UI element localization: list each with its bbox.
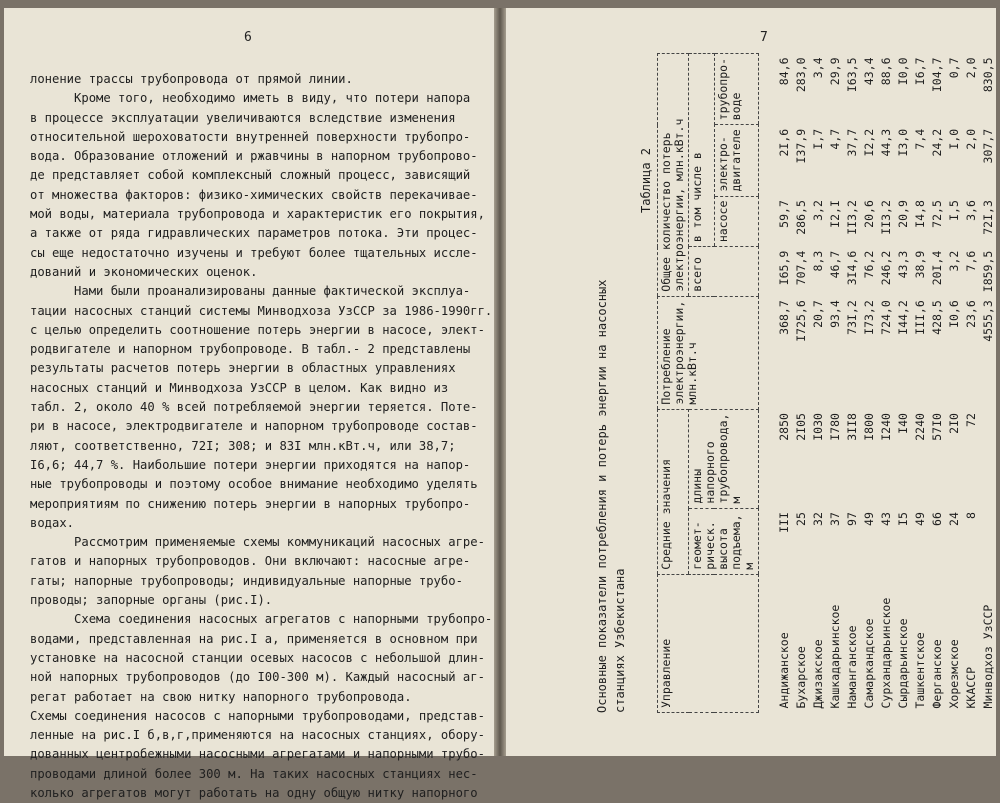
header-pump: насосе [714, 196, 758, 247]
table-row [861, 54, 878, 713]
cell-pipe: 84,6 [777, 57, 791, 86]
cell-consumption: 23,6 [964, 300, 978, 328]
text-line: от множества факторов: физико-химических свойств перекачивае- [30, 187, 478, 202]
book-gutter [494, 8, 506, 756]
cell-total: 43,3 [896, 250, 910, 279]
cell-consumption: I0,6 [947, 300, 961, 328]
cell-pump: I4,8 [913, 200, 927, 228]
text-line: родвигателе и напорном трубопроводе. В табл.- 2 представлены [30, 342, 471, 357]
text-line: относительной шероховатости внутренней поверхности трубопро- [30, 129, 471, 144]
text-line: мероприятиям по снижению потерь энергии в напорных трубопро- [30, 496, 471, 511]
cell-pipe: I6,7 [913, 57, 927, 86]
text-line: насосных станций и Минводхоза УзССР в целом. Как видно из [30, 380, 449, 395]
cell-consumption: 93,4 [828, 300, 842, 328]
text-line: дованных центробежными насосными агрегатами и напорными трубо- [30, 747, 485, 762]
cell-total: 38,9 [913, 250, 927, 279]
cell-height: 32 [811, 512, 825, 526]
text-line: лонение трассы трубопровода от прямой линии. [30, 72, 353, 86]
text-line: тации насосных станций системы Минводхоза УзССР за 1986-1990гг. [30, 303, 493, 318]
text-line: ной напорных трубопроводов (до I00-300 м). Каждый насосный аг- [30, 670, 485, 685]
cell-name: Минводхоз УзССР [981, 604, 995, 709]
left-page-text [30, 70, 493, 803]
cell-pipe: I63,5 [845, 57, 859, 93]
cell-pipe: 43,4 [862, 57, 876, 86]
cell-pump: 286,5 [794, 200, 808, 235]
text-line: в процессе эксплуатации увеличиваются вследствие изменения [30, 110, 456, 125]
cell-consumption: 73I,2 [845, 300, 859, 335]
header-management: Управление [658, 574, 759, 712]
cell-name: Кашкадарьинское [828, 604, 842, 709]
table-body [759, 54, 998, 713]
cell-name: Бухарское [794, 646, 808, 709]
cell-height: 97 [845, 512, 859, 526]
cell-pump: 3,6 [964, 200, 978, 221]
cell-pump: 20,6 [862, 200, 876, 228]
cell-pump: 72,5 [930, 200, 944, 228]
text-line: установке на насосной станции осевых насосов с небольшой длин- [30, 650, 485, 665]
left-page [4, 8, 494, 800]
cell-consumption: 368,7 [777, 300, 791, 335]
cell-height: 37 [828, 512, 842, 526]
text-line: табл. 2, около 40 % всей потребляемой энергии теряется. Поте- [30, 400, 478, 415]
cell-length: 2I05 [794, 413, 808, 441]
text-line: Схема соединения насосных агрегатов с напорными трубопро- [30, 612, 493, 627]
cell-total: 8,3 [811, 250, 825, 272]
cell-consumption: 724,0 [879, 300, 893, 335]
cell-length: 3II8 [845, 413, 859, 441]
text-line: результаты расчетов потерь энергии в областных управлениях [30, 361, 456, 376]
cell-total: 20I,4 [930, 250, 944, 286]
table-row [844, 54, 861, 713]
cell-pump: 3,2 [811, 200, 825, 221]
cell-height: 66 [930, 512, 944, 526]
table-row [963, 54, 980, 713]
cell-pump: II3,2 [845, 200, 859, 235]
cell-length: I240 [879, 413, 893, 441]
text-line: мой воды, материала трубопровода и характеристик его покрытия, [30, 207, 485, 222]
text-line: сы еще недостаточно изучены и требуют более тщательных иссле- [30, 245, 478, 260]
cell-height: 25 [794, 512, 808, 526]
table-row [895, 54, 912, 713]
cell-pump: I,5 [947, 200, 961, 221]
cell-consumption: I725,6 [794, 300, 808, 342]
cell-pipe: 3,4 [811, 57, 825, 79]
cell-motor: 2I,6 [777, 128, 791, 157]
cell-motor: 44,3 [879, 128, 893, 157]
cell-motor: I37,9 [794, 128, 808, 164]
table-row [929, 54, 946, 713]
cell-total: 707,4 [794, 250, 808, 286]
cell-length: 2850 [777, 413, 791, 441]
cell-name: Ферганское [930, 639, 944, 709]
header-pipe-length: длины напорного трубопровода, м [689, 409, 759, 508]
cell-total: 3I4,6 [845, 250, 859, 286]
cell-total: I859,5 [981, 250, 995, 293]
cell-height: I5 [896, 512, 910, 526]
cell-length: 72 [964, 413, 978, 427]
cell-height: 8 [964, 512, 978, 520]
header-motor: электро-двигателе [714, 125, 758, 196]
text-line: ляют, соответственно, 72I; 308; и 83I млн.кВт.ч, или 38,7; [30, 438, 456, 453]
table-title-line-1: Основные показатели потребления и потерь энергии на насосных [595, 279, 609, 713]
cell-total: 46,7 [828, 250, 842, 279]
cell-total: I65,9 [777, 250, 791, 286]
text-line: водах. [30, 515, 75, 530]
table-row [793, 54, 810, 713]
text-line: а также от ряда гидравлических параметров потока. Эти процес- [30, 226, 478, 241]
cell-total: 246,2 [879, 250, 893, 286]
cell-name: Наманганское [845, 625, 859, 709]
text-line: водами, представленная на рис.I а, применяется в основном при [30, 631, 478, 646]
cell-consumption: I44,2 [896, 300, 910, 335]
text-line: ные трубопроводы и поэтому особое внимание необходимо уделять [30, 477, 478, 492]
text-line: ри в насосе, электродвигателе и напорном трубопроводе состав- [30, 419, 478, 434]
rotated-table-block [511, 53, 995, 753]
cell-length: 57I0 [930, 413, 944, 441]
cell-motor: I3,0 [896, 128, 910, 157]
table-title-line-2: станциях Узбекистана [613, 568, 627, 713]
cell-length: I40 [896, 413, 910, 434]
header-incl: в том числе в [689, 54, 715, 247]
energy-losses-table [657, 53, 997, 713]
cell-motor: 307,7 [981, 128, 995, 164]
cell-consumption: 428,5 [930, 300, 944, 335]
cell-motor: I,7 [811, 128, 825, 150]
text-line: Нами были проанализированы данные фактической эксплуа- [30, 284, 471, 299]
cell-pipe: I0,0 [896, 57, 910, 86]
cell-pipe: 2,0 [964, 57, 978, 79]
text-line: гаты; напорные трубопроводы; индивидуальные напорные трубо- [30, 573, 463, 588]
left-page-number: 6 [244, 30, 252, 45]
text-line: гатов и напорных трубопроводов. Они включают: насосные агре- [30, 554, 471, 569]
cell-motor: 4,7 [828, 128, 842, 150]
cell-pipe: 0,7 [947, 57, 961, 79]
cell-length: 2240 [913, 413, 927, 441]
cell-pump: 72I,3 [981, 200, 995, 235]
table-spacer [759, 54, 777, 713]
cell-length: 2I0 [947, 413, 961, 434]
cell-name: Ташкентское [913, 632, 927, 709]
cell-name: Самаркандское [862, 618, 876, 709]
cell-consumption: I73,2 [862, 300, 876, 335]
right-page-number: 7 [760, 30, 768, 45]
cell-name: Джизакское [811, 639, 825, 709]
cell-consumption: III,6 [913, 300, 927, 335]
cell-motor: I,0 [947, 128, 961, 150]
table-row [810, 54, 827, 713]
cell-height: 24 [947, 512, 961, 526]
cell-pipe: 88,6 [879, 57, 893, 86]
cell-motor: 37,7 [845, 128, 859, 157]
cell-pump: I2,I [828, 200, 842, 228]
text-line: регат работает на свою нитку напорного трубопровода. [30, 689, 412, 704]
header-geom-height: геомет-рическ. высота подъема, м [689, 508, 759, 574]
header-total-losses: Общее количество потерь электроэнергии, млн.кВт.ч [658, 54, 689, 297]
right-page [506, 8, 996, 756]
cell-pipe: 830,5 [981, 57, 995, 93]
header-pipeline: трубопро-воде [714, 54, 758, 125]
cell-length: I780 [828, 413, 842, 441]
cell-pump: II3,2 [879, 200, 893, 235]
header-consumption: Потребление электроэнергии, млн.кВт.ч [658, 296, 759, 409]
cell-motor: 2,0 [964, 128, 978, 150]
cell-height: III [777, 512, 791, 533]
header-total: всего [689, 247, 759, 297]
cell-height: 43 [879, 512, 893, 526]
table-row [776, 54, 793, 713]
cell-length [980, 409, 997, 508]
text-line: с целью определить соотношение потерь энергии в насосе, элект- [30, 322, 485, 337]
cell-length: I030 [811, 413, 825, 441]
cell-consumption: 20,7 [811, 300, 825, 328]
table-row [912, 54, 929, 713]
text-line: дований и экономических оценок. [30, 264, 258, 279]
text-line: ленные на рис.I б,в,г,применяются на насосных станциях, обору- [30, 728, 485, 743]
cell-length: I800 [862, 413, 876, 441]
cell-pipe: I04,7 [930, 57, 944, 93]
cell-consumption: 4555,3 [981, 300, 995, 342]
cell-name: Андижанское [777, 632, 791, 709]
cell-pump: 20,9 [896, 200, 910, 228]
table-row [946, 54, 963, 713]
table-row [980, 54, 997, 713]
header-avg-values: Средние значения [658, 409, 689, 574]
cell-motor: I2,2 [862, 128, 876, 157]
text-line: I6,6; 44,7 %. Наибольшие потери энергии приходятся на напор- [30, 457, 471, 472]
cell-motor: 7,4 [913, 128, 927, 150]
cell-total: 3,2 [947, 250, 961, 272]
table-row [827, 54, 844, 713]
cell-height [980, 508, 997, 574]
cell-height: 49 [862, 512, 876, 526]
cell-motor: 24,2 [930, 128, 944, 157]
text-line: вода. Образование отложений и ржавчины в напорном трубопрово- [30, 149, 478, 164]
cell-name: ККАССР [964, 666, 978, 709]
text-line: колько агрегатов могут работать на одну общую нитку напорного [30, 785, 478, 800]
cell-name: Сурхандарьинское [879, 597, 893, 709]
text-line: проводами длиной более 300 м. На таких насосных станциях нес- [30, 766, 478, 781]
text-line: де представляет собой комплексный сложный процесс, зависящий [30, 168, 471, 183]
cell-pump: 59,7 [777, 200, 791, 228]
cell-total: 76,2 [862, 250, 876, 279]
cell-pipe: 29,9 [828, 57, 842, 86]
cell-total: 7,6 [964, 250, 978, 272]
cell-name: Сырдарьинское [896, 618, 910, 709]
cell-height: 49 [913, 512, 927, 526]
text-line: Кроме того, необходимо иметь в виду, что потери напора [30, 91, 471, 106]
text-line: Схемы соединения насосов с напорными трубопроводами, представ- [30, 708, 485, 723]
table-label: Таблица 2 [639, 147, 653, 213]
table-row [878, 54, 895, 713]
cell-pipe: 283,0 [794, 57, 808, 93]
text-line: Рассмотрим применяемые схемы коммуникаций насосных агре- [30, 535, 485, 550]
text-line: проводы; запорные органы (рис.I). [30, 593, 273, 608]
cell-name: Хорезмское [947, 639, 961, 709]
